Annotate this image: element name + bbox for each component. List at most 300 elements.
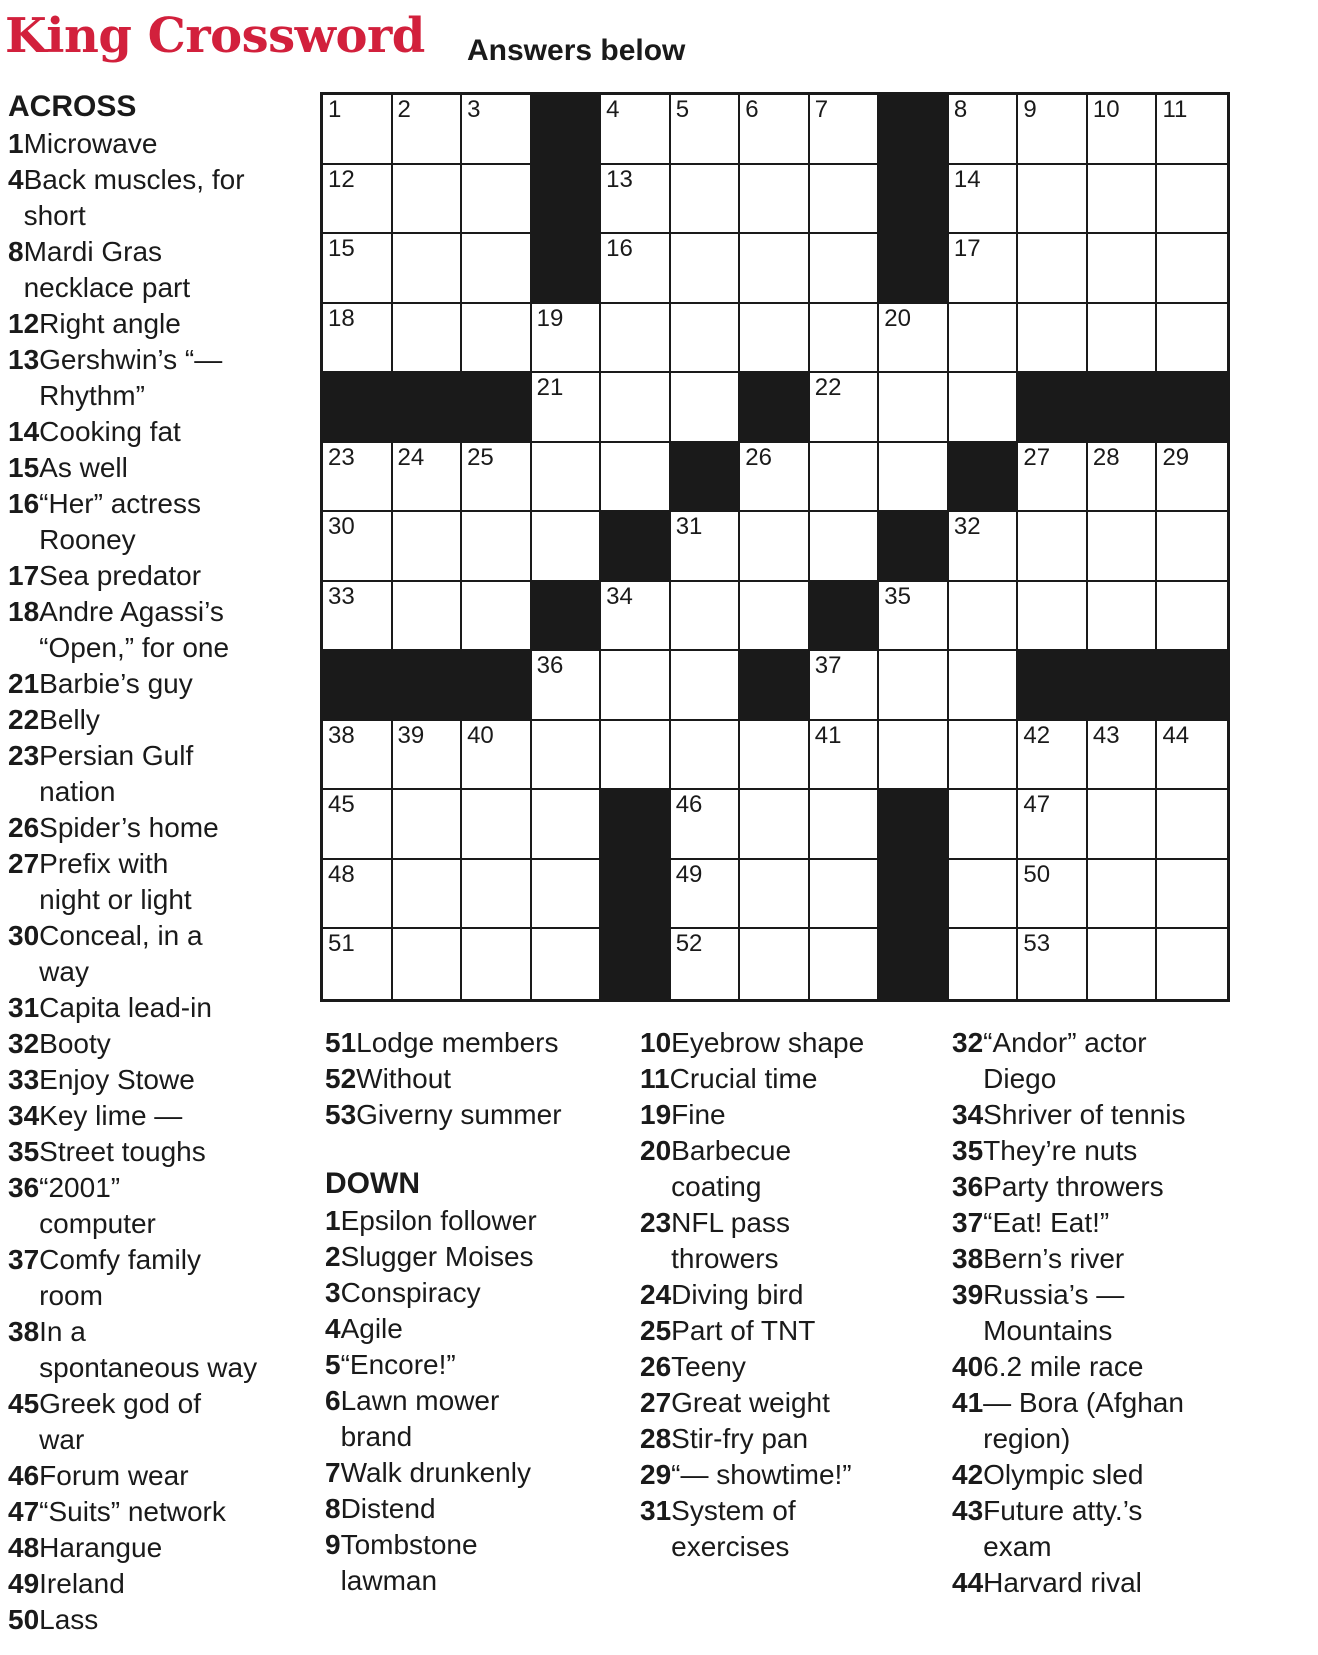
grid-cell[interactable]	[671, 860, 741, 930]
grid-cell[interactable]	[601, 582, 671, 652]
clue-item	[8, 810, 308, 846]
cell-number: 3	[467, 96, 481, 123]
black-square	[393, 373, 463, 443]
clues-column-4	[952, 1025, 1272, 1601]
grid-cell[interactable]	[949, 721, 1019, 791]
grid-cell[interactable]	[949, 373, 1019, 443]
grid-cell[interactable]	[1157, 860, 1227, 930]
grid-cell[interactable]	[601, 165, 671, 235]
clue-item	[8, 1458, 308, 1494]
grid-cell[interactable]	[671, 651, 741, 721]
clue-number: 37	[952, 1207, 984, 1238]
clue-number: 51	[325, 1027, 357, 1058]
clue-item	[952, 1565, 1272, 1601]
grid-cell[interactable]	[601, 373, 671, 443]
grid-cell[interactable]	[393, 860, 463, 930]
clue-line: Spider’s home	[39, 812, 219, 843]
clue-line: Right angle	[39, 308, 181, 339]
clue-number: 28	[640, 1423, 672, 1454]
grid-cell[interactable]	[393, 443, 463, 513]
cell-number: 18	[328, 304, 355, 332]
clue-line: Lass	[39, 1604, 99, 1635]
clue-item	[952, 1097, 1272, 1133]
clue-line: Harangue	[39, 1532, 163, 1563]
grid-cell[interactable]	[949, 234, 1019, 304]
grid-cell[interactable]	[462, 95, 532, 165]
grid-cell[interactable]	[462, 304, 532, 374]
grid-cell[interactable]	[949, 929, 1019, 999]
clue-item	[640, 1133, 940, 1205]
clue-text	[671, 1349, 940, 1385]
grid-cell[interactable]	[323, 929, 393, 999]
clue-number: 31	[8, 992, 40, 1023]
grid-cell[interactable]	[323, 304, 393, 374]
grid-cell[interactable]	[810, 165, 880, 235]
grid-cell[interactable]	[1018, 860, 1088, 930]
grid-cell[interactable]	[671, 721, 741, 791]
grid-cell[interactable]	[740, 512, 810, 582]
clue-text	[39, 594, 308, 666]
cell-number: 23	[328, 443, 355, 471]
grid-cell[interactable]	[740, 790, 810, 860]
clue-line: Without	[356, 1063, 452, 1094]
clue-item	[8, 414, 308, 450]
grid-cell[interactable]	[949, 165, 1019, 235]
grid-cell[interactable]	[323, 790, 393, 860]
grid-cell[interactable]	[1018, 234, 1088, 304]
clue-item	[952, 1493, 1272, 1565]
grid-cell[interactable]	[810, 651, 880, 721]
clue-text	[341, 1491, 625, 1527]
grid-cell[interactable]	[740, 443, 810, 513]
grid-cell[interactable]	[810, 304, 880, 374]
cell-number: 40	[467, 721, 494, 749]
clue-item	[8, 846, 308, 918]
clue-number: 33	[8, 1064, 40, 1095]
clue-number: 44	[952, 1567, 984, 1598]
clue-line: Mountains	[983, 1315, 1113, 1346]
grid-cell[interactable]	[1157, 234, 1227, 304]
cell-number: 51	[328, 930, 355, 958]
grid-cell[interactable]	[810, 373, 880, 443]
clue-item	[325, 1347, 625, 1383]
grid-cell[interactable]	[323, 234, 393, 304]
clue-number: 15	[8, 452, 40, 483]
grid-cell[interactable]	[1157, 929, 1227, 999]
grid-cell[interactable]	[879, 304, 949, 374]
grid-cell[interactable]	[601, 304, 671, 374]
clue-item	[640, 1061, 940, 1097]
cell-number: 4	[606, 96, 620, 123]
grid-cell[interactable]	[740, 165, 810, 235]
clue-number: 1	[8, 128, 24, 159]
grid-cell[interactable]	[1157, 443, 1227, 513]
grid-cell[interactable]	[1157, 512, 1227, 582]
cell-number: 29	[1162, 443, 1190, 471]
grid-cell[interactable]	[1157, 95, 1227, 165]
clue-number: 34	[952, 1099, 984, 1130]
clue-text	[341, 1455, 625, 1491]
cell-number: 41	[814, 721, 842, 749]
grid-cell[interactable]	[1018, 443, 1088, 513]
clue-item	[640, 1493, 940, 1565]
clue-number: 46	[8, 1460, 40, 1491]
clue-line: System of	[671, 1495, 796, 1526]
clue-item	[325, 1061, 625, 1097]
grid-cell[interactable]	[740, 860, 810, 930]
clue-text	[39, 738, 308, 810]
grid-cell[interactable]	[393, 790, 463, 860]
clue-text	[39, 990, 308, 1026]
clue-line: Agile	[340, 1313, 403, 1344]
grid-cell[interactable]	[740, 234, 810, 304]
grid-cell[interactable]	[393, 929, 463, 999]
grid-cell[interactable]	[532, 860, 602, 930]
clue-line: exam	[983, 1531, 1052, 1562]
grid-cell[interactable]	[532, 373, 602, 443]
clue-line: exercises	[671, 1531, 790, 1562]
grid-cell[interactable]	[393, 95, 463, 165]
clue-line: computer	[39, 1208, 156, 1239]
clue-number: 49	[8, 1568, 40, 1599]
grid-cell[interactable]	[532, 443, 602, 513]
black-square	[393, 651, 463, 721]
grid-cell[interactable]	[601, 234, 671, 304]
clue-item	[325, 1383, 625, 1455]
grid-cell[interactable]	[1088, 512, 1158, 582]
clue-number: 14	[8, 416, 40, 447]
grid-cell[interactable]	[1088, 721, 1158, 791]
grid-cell[interactable]	[393, 304, 463, 374]
clue-text	[39, 1098, 308, 1134]
clue-line: Forum wear	[39, 1460, 189, 1491]
grid-cell[interactable]	[810, 929, 880, 999]
clue-line: Future atty.’s	[983, 1495, 1143, 1526]
clue-item	[325, 1275, 625, 1311]
black-square	[532, 165, 602, 235]
clue-item	[8, 558, 308, 594]
cell-number: 17	[953, 235, 981, 263]
clue-text	[356, 1061, 625, 1097]
cell-number: 9	[1023, 96, 1037, 123]
clue-number: 47	[8, 1496, 40, 1527]
clue-line: Lodge members	[356, 1027, 559, 1058]
clue-line: Part of TNT	[671, 1315, 816, 1346]
cell-number: 5	[675, 96, 690, 123]
grid-cell[interactable]	[393, 582, 463, 652]
grid-cell[interactable]	[393, 165, 463, 235]
answers-note: Answers below	[467, 34, 686, 67]
clue-item	[8, 1170, 308, 1242]
clue-number: 29	[640, 1459, 672, 1490]
clues-column-2	[325, 1025, 625, 1599]
grid-cell[interactable]	[1088, 304, 1158, 374]
clue-text	[39, 1026, 308, 1062]
clue-number: 32	[952, 1027, 984, 1058]
black-square	[323, 651, 393, 721]
clue-text	[341, 1275, 625, 1311]
grid-cell[interactable]	[949, 582, 1019, 652]
grid-cell[interactable]	[462, 165, 532, 235]
cell-number: 22	[814, 374, 842, 402]
grid-cell[interactable]	[879, 582, 949, 652]
clue-line: spontaneous way	[39, 1352, 258, 1383]
grid-cell[interactable]	[1088, 165, 1158, 235]
grid-cell[interactable]	[1088, 234, 1158, 304]
clue-item	[640, 1277, 940, 1313]
grid-cell[interactable]	[1088, 860, 1158, 930]
grid-cell[interactable]	[671, 582, 741, 652]
black-square	[671, 443, 741, 513]
grid-cell[interactable]	[532, 512, 602, 582]
black-square	[532, 234, 602, 304]
black-square	[532, 582, 602, 652]
grid-cell[interactable]	[1018, 512, 1088, 582]
cell-number: 25	[467, 443, 494, 471]
clue-text	[356, 1097, 625, 1133]
clue-number: 53	[325, 1099, 357, 1130]
grid-cell[interactable]	[949, 304, 1019, 374]
grid-cell[interactable]	[1157, 790, 1227, 860]
grid-cell[interactable]	[393, 234, 463, 304]
grid-cell[interactable]	[462, 234, 532, 304]
cell-number: 8	[953, 96, 968, 123]
clue-number: 43	[952, 1495, 984, 1526]
clue-item	[325, 1097, 625, 1133]
clue-item	[8, 1566, 308, 1602]
clue-item	[640, 1457, 940, 1493]
cell-number: 7	[814, 96, 829, 123]
cell-number: 2	[397, 96, 411, 123]
grid-cell[interactable]	[810, 234, 880, 304]
clue-number: 23	[8, 740, 40, 771]
grid-cell[interactable]	[1088, 95, 1158, 165]
clue-number: 20	[640, 1135, 672, 1166]
grid-cell[interactable]	[671, 304, 741, 374]
clue-item	[8, 1602, 308, 1638]
cell-number: 48	[328, 860, 355, 888]
clue-text	[39, 342, 308, 414]
clue-text	[341, 1203, 625, 1239]
grid-cell[interactable]	[323, 95, 393, 165]
black-square	[1157, 651, 1227, 721]
clue-line: Conspiracy	[340, 1277, 481, 1308]
cell-number: 12	[328, 165, 355, 193]
grid-cell[interactable]	[740, 95, 810, 165]
grid-cell[interactable]	[323, 512, 393, 582]
grid-cell[interactable]	[532, 304, 602, 374]
grid-cell[interactable]	[949, 95, 1019, 165]
cell-number: 44	[1162, 721, 1190, 749]
black-square	[740, 373, 810, 443]
grid-cell[interactable]	[462, 512, 532, 582]
clue-text	[39, 1530, 308, 1566]
grid-cell[interactable]	[323, 443, 393, 513]
cell-number: 33	[328, 582, 355, 610]
clue-number: 8	[325, 1493, 341, 1524]
cell-number: 11	[1162, 96, 1188, 123]
grid-cell[interactable]	[1157, 582, 1227, 652]
clue-text	[983, 1025, 1272, 1097]
grid-cell[interactable]	[1018, 929, 1088, 999]
grid-cell[interactable]	[1157, 165, 1227, 235]
grid-cell[interactable]	[462, 443, 532, 513]
clue-item	[8, 918, 308, 990]
grid-cell[interactable]	[949, 512, 1019, 582]
clue-number: 32	[8, 1028, 40, 1059]
grid-cell[interactable]	[740, 304, 810, 374]
clue-text	[671, 1313, 940, 1349]
grid-cell[interactable]	[393, 721, 463, 791]
grid-cell[interactable]	[810, 721, 880, 791]
across-heading: ACROSS	[8, 90, 137, 123]
clue-line: Stir-fry pan	[671, 1423, 809, 1454]
clue-item	[325, 1455, 625, 1491]
grid-cell[interactable]	[601, 95, 671, 165]
clue-line: Booty	[39, 1028, 111, 1059]
clue-text	[39, 846, 308, 918]
grid-cell[interactable]	[532, 790, 602, 860]
cell-number: 39	[397, 721, 425, 749]
grid-cell[interactable]	[671, 929, 741, 999]
grid-cell[interactable]	[671, 373, 741, 443]
clue-item	[952, 1133, 1272, 1169]
grid-cell[interactable]	[740, 582, 810, 652]
clue-line: war	[39, 1424, 85, 1455]
grid-cell[interactable]	[532, 929, 602, 999]
grid-cell[interactable]	[1088, 790, 1158, 860]
clue-number: 10	[640, 1027, 672, 1058]
cell-number: 19	[536, 304, 564, 332]
cell-number: 14	[953, 165, 981, 193]
clue-text	[983, 1277, 1272, 1349]
clue-text	[983, 1133, 1272, 1169]
grid-cell[interactable]	[462, 721, 532, 791]
clue-number: 7	[325, 1457, 341, 1488]
grid-cell[interactable]	[1157, 721, 1227, 791]
black-square	[879, 929, 949, 999]
clue-number: 34	[8, 1100, 40, 1131]
black-square	[1088, 651, 1158, 721]
grid-cell[interactable]	[740, 721, 810, 791]
grid-cell[interactable]	[810, 443, 880, 513]
black-square	[601, 929, 671, 999]
grid-cell[interactable]	[810, 790, 880, 860]
grid-cell[interactable]	[462, 929, 532, 999]
grid-cell[interactable]	[671, 512, 741, 582]
grid-cell[interactable]	[1018, 582, 1088, 652]
clue-item	[325, 1025, 625, 1061]
clues-column-3	[640, 1025, 940, 1565]
grid-cell[interactable]	[462, 860, 532, 930]
grid-cell[interactable]	[1018, 95, 1088, 165]
grid-cell[interactable]	[1088, 929, 1158, 999]
clue-line: “Her” actress	[39, 488, 201, 519]
clue-line: Comfy family	[39, 1244, 201, 1275]
grid-cell[interactable]	[601, 721, 671, 791]
clue-line: Eyebrow shape	[671, 1027, 865, 1058]
clue-text	[39, 486, 308, 558]
grid-cell[interactable]	[532, 721, 602, 791]
clue-line: Party throwers	[983, 1171, 1164, 1202]
clue-item	[952, 1241, 1272, 1277]
clue-line: Microwave	[23, 128, 158, 159]
grid-cell[interactable]	[949, 860, 1019, 930]
clue-text	[671, 1493, 940, 1565]
clue-text	[39, 1314, 308, 1386]
clue-line: Shriver of tennis	[983, 1099, 1186, 1130]
clue-item	[952, 1457, 1272, 1493]
grid-cell[interactable]	[810, 95, 880, 165]
grid-cell[interactable]	[532, 651, 602, 721]
clue-item	[640, 1421, 940, 1457]
grid-cell[interactable]	[1018, 790, 1088, 860]
clue-text	[671, 1457, 940, 1493]
clue-number: 38	[8, 1316, 40, 1347]
clue-item	[952, 1349, 1272, 1385]
clue-item	[8, 1134, 308, 1170]
clue-line: — Bora (Afghan	[983, 1387, 1184, 1418]
grid-cell[interactable]	[601, 651, 671, 721]
grid-cell[interactable]	[949, 651, 1019, 721]
grid-cell[interactable]	[740, 929, 810, 999]
grid-cell[interactable]	[323, 165, 393, 235]
grid-cell[interactable]	[462, 582, 532, 652]
grid-cell[interactable]	[323, 860, 393, 930]
clue-number: 12	[8, 308, 40, 339]
black-square	[1088, 373, 1158, 443]
clue-text	[983, 1457, 1272, 1493]
clue-text	[39, 1602, 308, 1638]
clue-number: 4	[8, 164, 24, 195]
cell-number: 42	[1023, 721, 1051, 749]
clue-item	[8, 666, 308, 702]
grid-cell[interactable]	[671, 790, 741, 860]
grid-cell[interactable]	[462, 790, 532, 860]
grid-cell[interactable]	[949, 790, 1019, 860]
grid-cell[interactable]	[671, 95, 741, 165]
clue-number: 18	[8, 596, 40, 627]
grid-cell[interactable]	[879, 721, 949, 791]
grid-cell[interactable]	[1018, 721, 1088, 791]
grid-cell[interactable]	[1088, 582, 1158, 652]
grid-cell[interactable]	[879, 651, 949, 721]
clue-line: Rooney	[39, 524, 136, 555]
clue-item	[8, 342, 308, 414]
grid-cell[interactable]	[810, 860, 880, 930]
clue-number: 30	[8, 920, 40, 951]
grid-cell[interactable]	[1157, 304, 1227, 374]
grid-cell[interactable]	[323, 582, 393, 652]
clue-text	[671, 1205, 940, 1277]
grid-cell[interactable]	[323, 721, 393, 791]
grid-cell[interactable]	[879, 373, 949, 443]
grid-cell[interactable]	[671, 165, 741, 235]
grid-cell[interactable]	[601, 443, 671, 513]
grid-cell[interactable]	[1018, 304, 1088, 374]
grid-cell[interactable]	[1018, 165, 1088, 235]
grid-cell[interactable]	[810, 512, 880, 582]
grid-cell[interactable]	[393, 512, 463, 582]
clue-number: 16	[8, 488, 40, 519]
grid-cell[interactable]	[879, 443, 949, 513]
clue-line: Barbie’s guy	[39, 668, 193, 699]
cell-number: 35	[884, 582, 911, 610]
clue-number: 8	[8, 236, 24, 267]
clue-number: 38	[952, 1243, 984, 1274]
grid-cell[interactable]	[671, 234, 741, 304]
grid-cell[interactable]	[1088, 443, 1158, 513]
